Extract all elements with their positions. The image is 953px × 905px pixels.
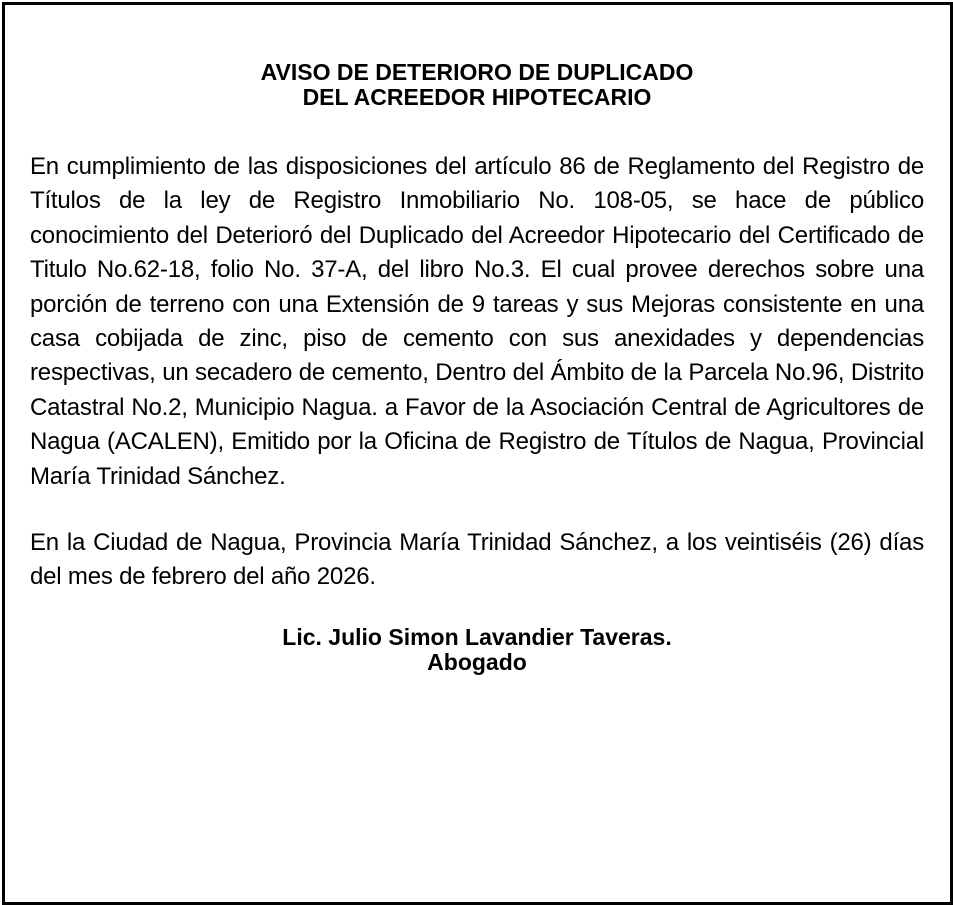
signature-role: Abogado	[427, 648, 527, 675]
notice-content	[30, 60, 924, 675]
signature-block	[30, 625, 924, 675]
signature-name: Lic. Julio Simon Lavandier Taveras.	[282, 623, 672, 650]
notice-title	[30, 60, 924, 110]
notice-closing-paragraph: En la Ciudad de Nagua, Provincia María Trinidad Sánchez, a los veintiséis (26) días del mes de febrero del año 2026.	[30, 529, 924, 591]
notice-title-line-1: AVISO DE DETERIORO DE DUPLICADO	[260, 59, 694, 85]
notice-title-line-2: DEL ACREEDOR HIPOTECARIO	[302, 84, 652, 110]
notice-body-paragraph: En cumplimiento de las disposiciones del artículo 86 de Reglamento del Registro de Títulos de la ley de Registro Inmobiliario No. 108-05, se hace de público conocimiento del Deterioró del Duplicado del Acreedor Hipotecario del Certificado de Titulo No.62-18, folio No. 37-A, del libro No.3. El cual provee derechos sobre una porción de terreno con una Extensión de 9 tareas y sus Mejoras consistente en una casa cobijada de zinc, piso de cemento con sus anexidades y dependencias respectivas, un secadero de cemento, Dentro del Ámbito de la Parcela No.96, Distrito Catastral No.2, Municipio Nagua. a Favor de la Asociación Central de Agricultores de Nagua (ACALEN), Emitido por la Oficina de Registro de Títulos de Nagua, Provincial María Trinidad Sánchez.	[30, 153, 924, 490]
notice-border	[2, 2, 953, 905]
